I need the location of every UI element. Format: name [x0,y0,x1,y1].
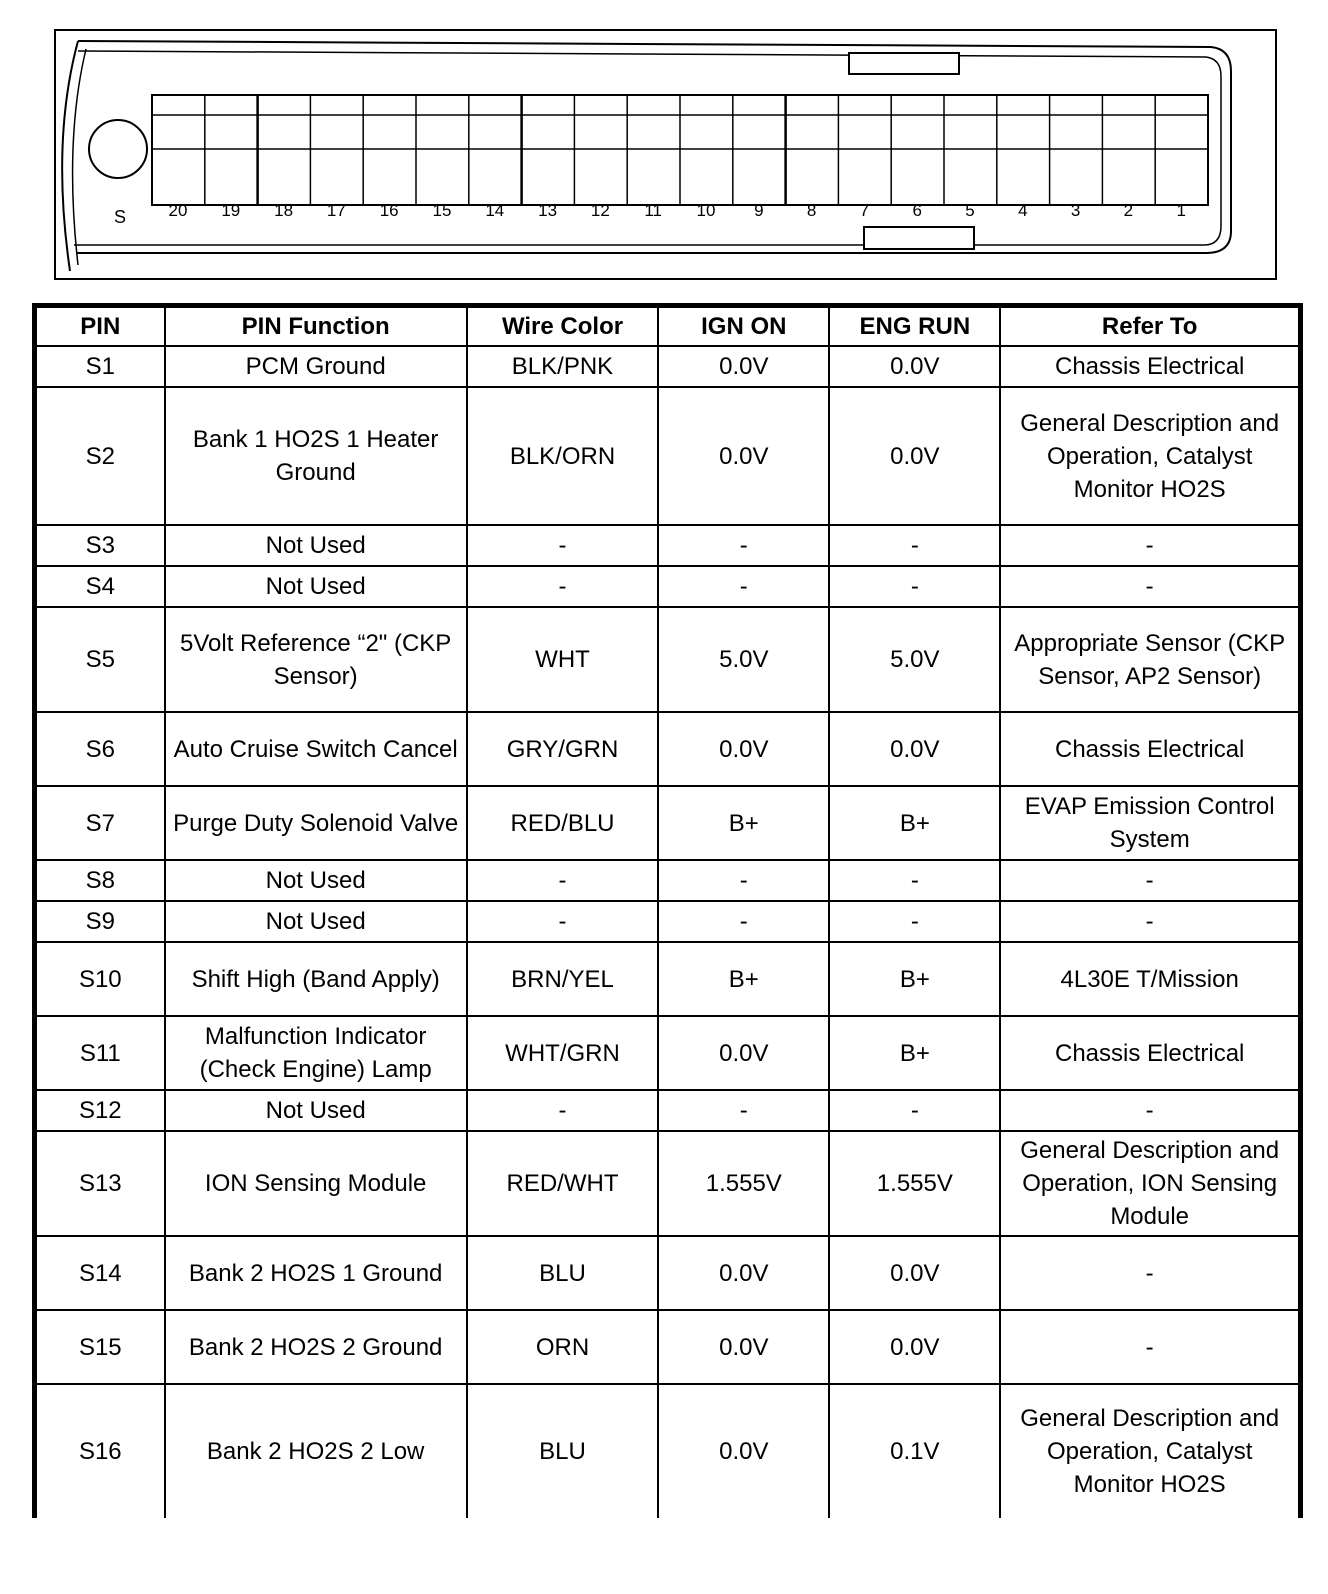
pin-cell: S14 [35,1236,165,1310]
ign-on-cell: - [658,525,829,566]
function-cell: Bank 2 HO2S 2 Low [165,1384,467,1518]
refer-to-cell: Appropriate Sensor (CKP Sensor, AP2 Sensor) [1000,607,1300,712]
header-wire-color: Wire Color [467,306,659,347]
refer-to-cell: - [1000,860,1300,901]
function-cell: Bank 2 HO2S 2 Ground [165,1310,467,1384]
refer-to-cell: - [1000,525,1300,566]
refer-to-cell: General Description and Operation, ION Sensing Module [1000,1131,1300,1236]
eng-run-cell: 5.0V [829,607,1000,712]
wire-color-cell: - [467,525,659,566]
eng-run-cell: 0.0V [829,712,1000,786]
table-row [35,387,1301,525]
table-row [35,1090,1301,1131]
header-row [35,306,1301,347]
eng-run-cell: 0.0V [829,387,1000,525]
refer-to-cell: EVAP Emission Control System [1000,786,1300,860]
eng-run-cell: B+ [829,786,1000,860]
ign-on-cell: 0.0V [658,387,829,525]
refer-to-cell: Chassis Electrical [1000,346,1300,387]
table-row [35,860,1301,901]
pin-cell: S2 [35,387,165,525]
pin-number: 11 [644,201,663,220]
header-ign-on: IGN ON [658,306,829,347]
pin-cell: S8 [35,860,165,901]
refer-to-cell: 4L30E T/Mission [1000,942,1300,1016]
wire-color-cell: BLK/PNK [467,346,659,387]
ign-on-cell: - [658,860,829,901]
ign-on-cell: B+ [658,786,829,860]
pin-number: 3 [1070,201,1081,220]
pin-number: 18 [274,201,294,220]
pin-cell: S7 [35,786,165,860]
function-cell: Not Used [165,566,467,607]
pin-number: 15 [432,201,452,220]
pin-cell: S12 [35,1090,165,1131]
header-refer-to: Refer To [1000,306,1300,347]
refer-to-cell: - [1000,901,1300,942]
pin-cell: S11 [35,1016,165,1090]
table-row [35,712,1301,786]
eng-run-cell: B+ [829,1016,1000,1090]
wire-color-cell: RED/BLU [467,786,659,860]
eng-run-cell: 0.0V [829,346,1000,387]
ign-on-cell: 0.0V [658,346,829,387]
pin-number: 14 [485,201,505,220]
pin-number: 9 [754,201,764,220]
pin-number: 20 [168,201,188,220]
pin-table [32,303,1303,1518]
wire-color-cell: BRN/YEL [467,942,659,1016]
function-cell: Malfunction Indicator (Check Engine) Lamp [165,1016,467,1090]
pin-grid [152,95,1208,205]
pin-cell: S10 [35,942,165,1016]
function-cell: Not Used [165,860,467,901]
function-cell: Not Used [165,901,467,942]
eng-run-cell: - [829,901,1000,942]
table-row [35,1016,1301,1090]
function-cell: ION Sensing Module [165,1131,467,1236]
pin-cell: S15 [35,1310,165,1384]
eng-run-cell: - [829,566,1000,607]
table-row [35,566,1301,607]
pin-number: 5 [965,201,975,220]
locator-circle [89,120,147,178]
pin-number: 16 [379,201,399,220]
table-row [35,1310,1301,1384]
refer-to-cell: General Description and Operation, Catalyst Monitor HO2S [1000,387,1300,525]
pin-number: 8 [806,201,817,220]
pin-cell: S16 [35,1384,165,1518]
function-cell: Bank 1 HO2S 1 Heater Ground [165,387,467,525]
wire-color-cell: RED/WHT [467,1131,659,1236]
header-pin: PIN [35,306,165,347]
eng-run-cell: 0.1V [829,1384,1000,1518]
eng-run-cell: 1.555V [829,1131,1000,1236]
table-row [35,1384,1301,1518]
eng-run-cell: 0.0V [829,1236,1000,1310]
pin-cell: S6 [35,712,165,786]
pin-cell: S9 [35,901,165,942]
ign-on-cell: 1.555V [658,1131,829,1236]
pin-number: 19 [221,201,241,220]
refer-to-cell: Chassis Electrical [1000,1016,1300,1090]
bottom-key [864,227,974,249]
table-row [35,942,1301,1016]
ign-on-cell: 0.0V [658,712,829,786]
table-body [35,346,1301,1518]
wire-color-cell: GRY/GRN [467,712,659,786]
wire-color-cell: BLU [467,1236,659,1310]
connector-label: S [113,207,126,227]
eng-run-cell: B+ [829,942,1000,1016]
connector-outline [56,31,1279,282]
wire-color-cell: WHT [467,607,659,712]
ign-on-cell: - [658,566,829,607]
function-cell: Auto Cruise Switch Cancel [165,712,467,786]
pin-number: 4 [1018,201,1028,220]
eng-run-cell: - [829,1090,1000,1131]
pin-number: 1 [1176,201,1186,220]
eng-run-cell: - [829,525,1000,566]
pin-number: 13 [538,201,558,220]
pin-cell: S3 [35,525,165,566]
function-cell: PCM Ground [165,346,467,387]
refer-to-cell: - [1000,1310,1300,1384]
pin-number: 7 [859,201,870,220]
refer-to-cell: Chassis Electrical [1000,712,1300,786]
refer-to-cell: - [1000,1236,1300,1310]
refer-to-cell: - [1000,1090,1300,1131]
ign-on-cell: B+ [658,942,829,1016]
function-cell: Purge Duty Solenoid Valve [165,786,467,860]
pin-cell: S1 [35,346,165,387]
header-pin-function: PIN Function [165,306,467,347]
refer-to-cell: General Description and Operation, Catalyst Monitor HO2S [1000,1384,1300,1518]
function-cell: Shift High (Band Apply) [165,942,467,1016]
function-cell: Not Used [165,525,467,566]
header-eng-run: ENG RUN [829,306,1000,347]
ign-on-cell: 0.0V [658,1236,829,1310]
wire-color-cell: - [467,566,659,607]
wire-color-cell: ORN [467,1310,659,1384]
pin-number: 12 [590,201,610,220]
function-cell: 5Volt Reference “2" (CKP Sensor) [165,607,467,712]
pin-number: 6 [912,201,922,220]
ign-on-cell: - [658,1090,829,1131]
table-row [35,346,1301,387]
table-row [35,1131,1301,1236]
pin-number: 17 [326,201,346,220]
pin-number: 10 [696,201,716,220]
wire-color-cell: - [467,860,659,901]
wire-color-cell: WHT/GRN [467,1016,659,1090]
ign-on-cell: 0.0V [658,1016,829,1090]
pin-number: 2 [1123,201,1134,220]
pin-cell: S5 [35,607,165,712]
eng-run-cell: 0.0V [829,1310,1000,1384]
ign-on-cell: 5.0V [658,607,829,712]
wire-color-cell: BLK/ORN [467,387,659,525]
top-key [849,53,959,74]
table-row [35,786,1301,860]
table-row [35,607,1301,712]
ign-on-cell: 0.0V [658,1384,829,1518]
function-cell: Bank 2 HO2S 1 Ground [165,1236,467,1310]
wire-color-cell: BLU [467,1384,659,1518]
wire-color-cell: - [467,901,659,942]
table-row [35,901,1301,942]
ign-on-cell: - [658,901,829,942]
ign-on-cell: 0.0V [658,1310,829,1384]
connector-diagram [54,29,1277,280]
function-cell: Not Used [165,1090,467,1131]
pin-cell: S13 [35,1131,165,1236]
pin-cell: S4 [35,566,165,607]
table-row [35,525,1301,566]
eng-run-cell: - [829,860,1000,901]
table-row [35,1236,1301,1310]
refer-to-cell: - [1000,566,1300,607]
wire-color-cell: - [467,1090,659,1131]
